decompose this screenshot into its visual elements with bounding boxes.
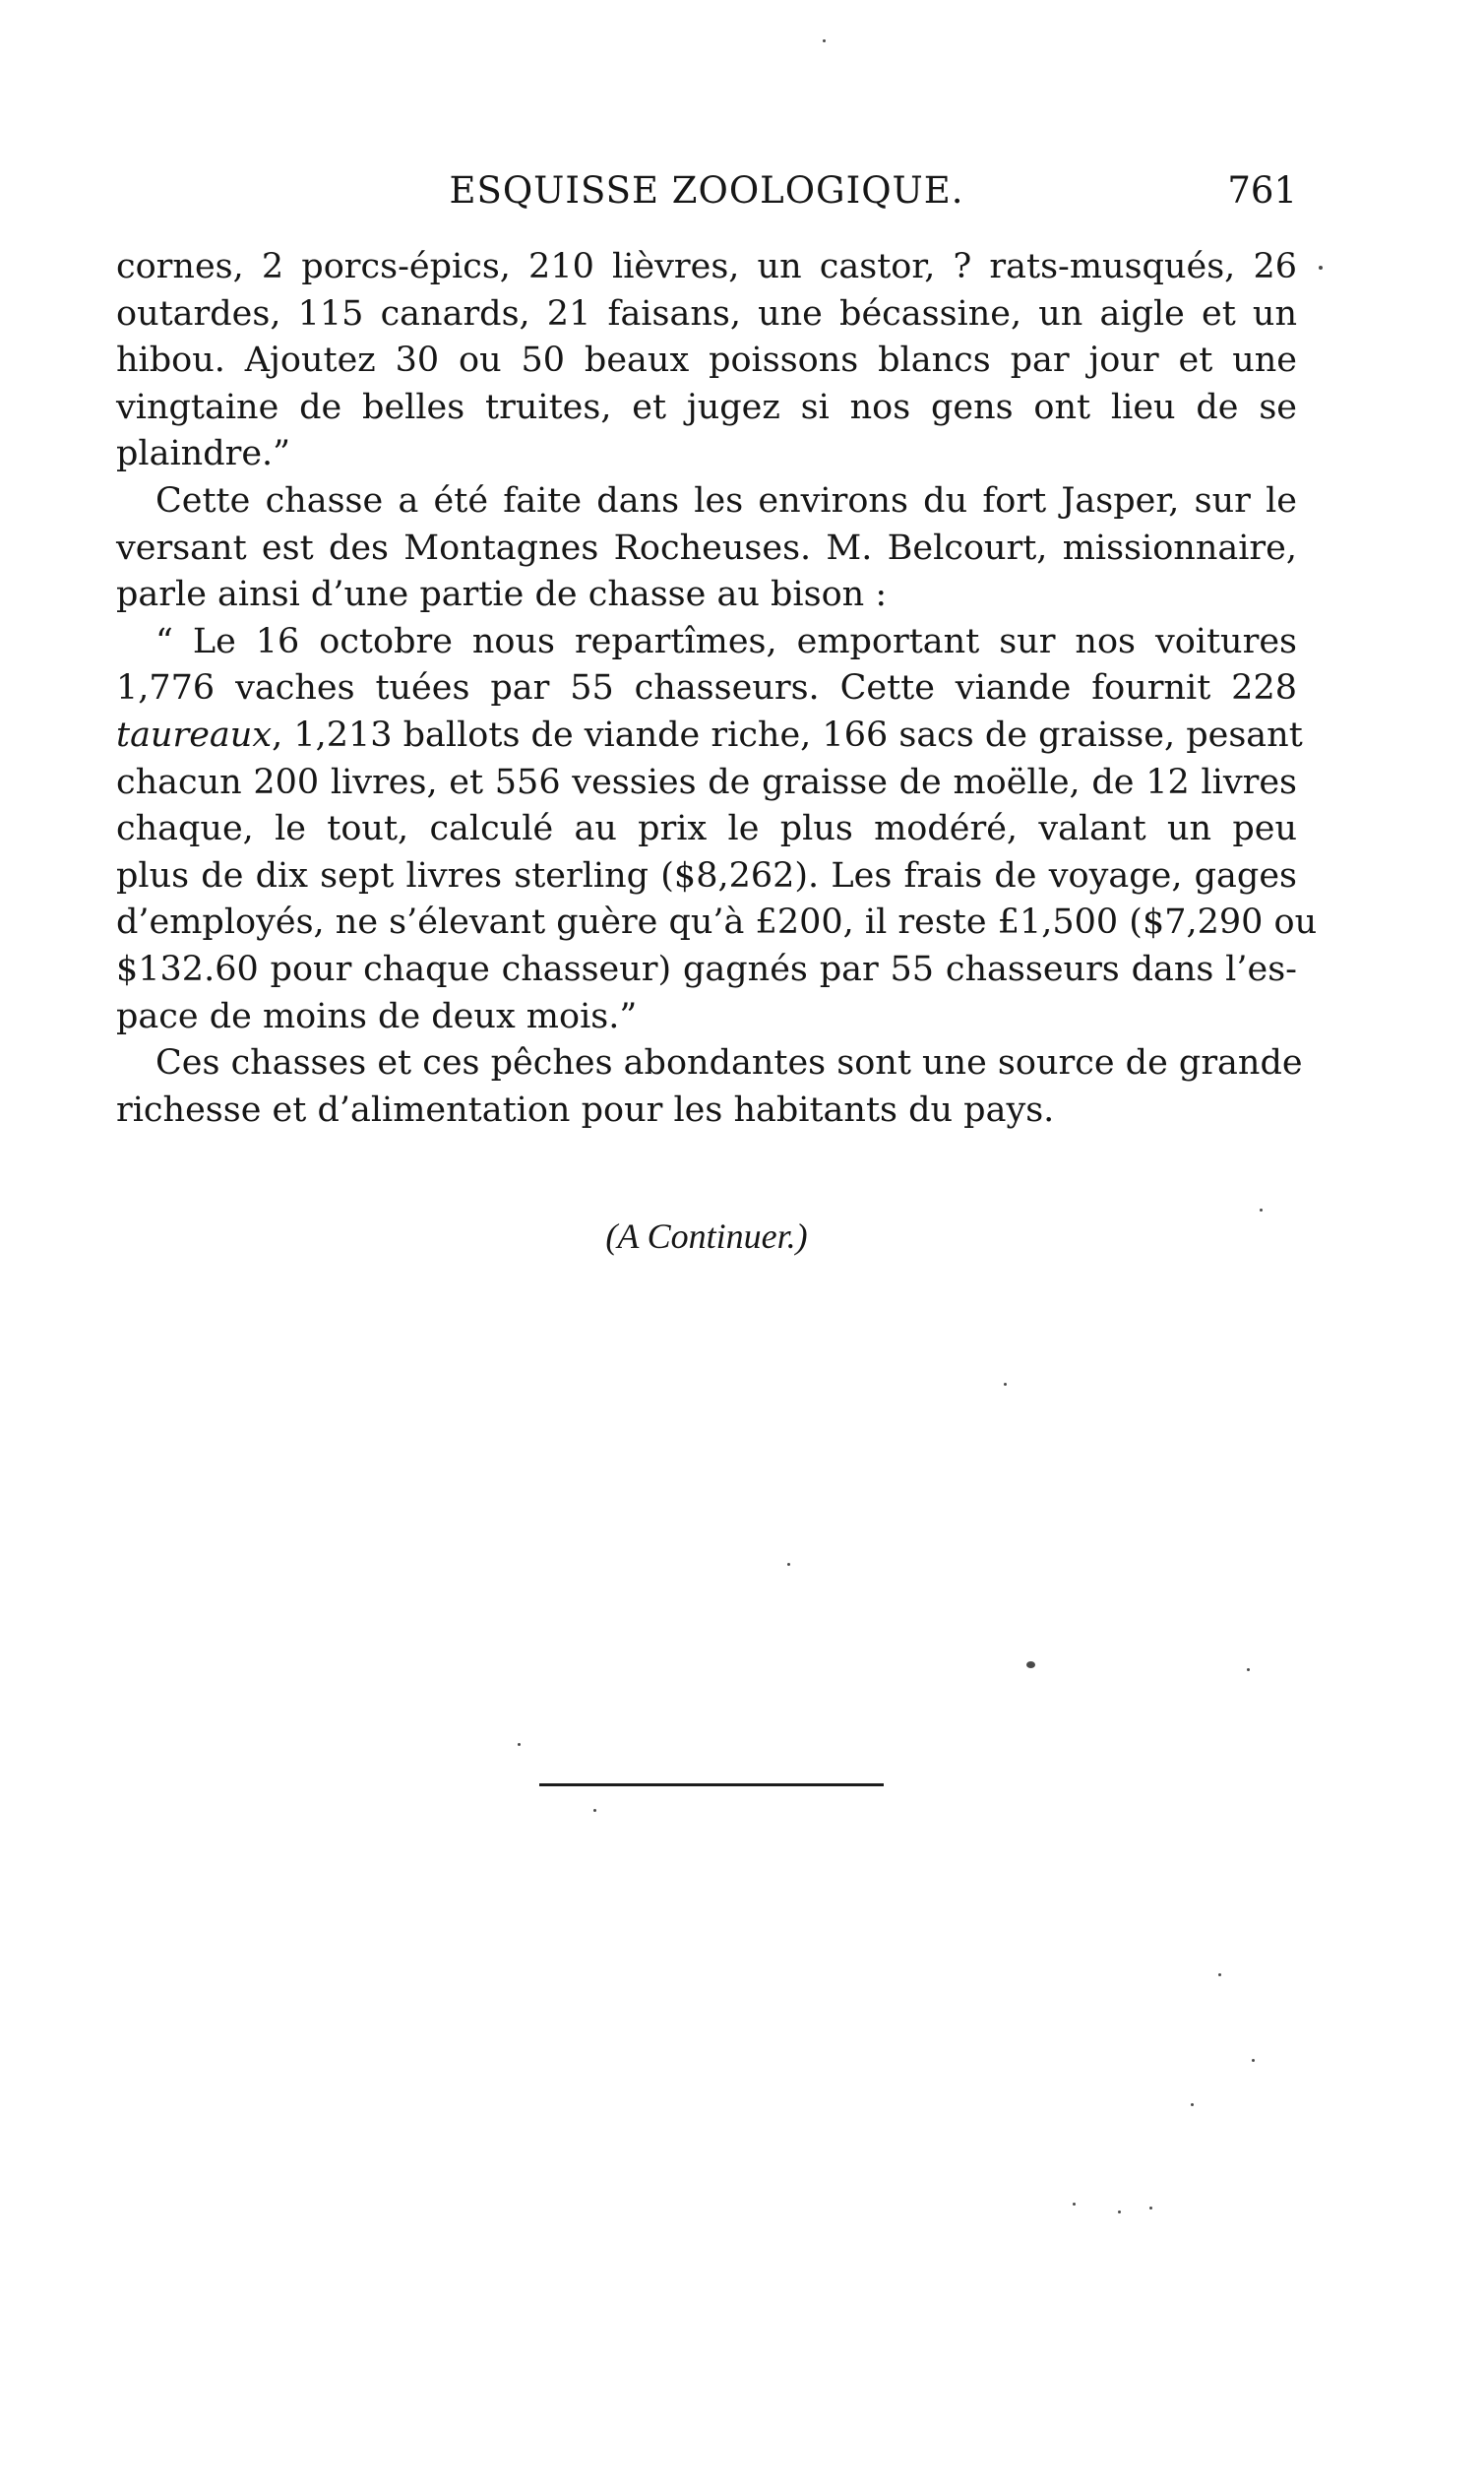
print-speck [787, 1563, 790, 1566]
text-line: “ Le 16 octobre nous repartîmes, emportant sur nos voitures [155, 621, 1297, 661]
paragraph-1 [116, 244, 1297, 478]
continuation-note: (A Continuer.) [605, 1216, 808, 1256]
print-speck [1252, 2059, 1255, 2062]
print-speck [1118, 2210, 1121, 2213]
text-line: cornes, 2 porcs-épics, 210 lièvres, un castor, ? rats-musqués, 26 [116, 247, 1297, 286]
print-speck [1026, 1661, 1035, 1668]
text-line: Ces chasses et ces pêches abondantes sont une source de grande [155, 1043, 1303, 1084]
text-line: 1,776 vaches tuées par 55 chasseurs. Cette viande fournit 228 [116, 668, 1297, 709]
text-line: plaindre.” [116, 434, 291, 474]
print-speck [1149, 2207, 1152, 2210]
running-title: ESQUISSE ZOOLOGIQUE. [449, 169, 964, 212]
print-speck [1004, 1383, 1007, 1386]
paragraph-4 [116, 1040, 1303, 1134]
print-speck [1319, 266, 1323, 270]
text-line [116, 713, 1303, 760]
text-line: pace de moins de deux mois.” [116, 996, 638, 1036]
text-line: $132.60 pour chaque chasseur) gagnés par 55 chasseurs dans l’es- [116, 949, 1297, 989]
paragraph-2 [116, 478, 1297, 619]
section-rule [539, 1783, 884, 1786]
print-speck [593, 1809, 596, 1812]
text-line: chacun 200 livres, et 556 vessies de graisse de moëlle, de 12 livres [116, 762, 1297, 802]
text-line: d’employés, ne s’élevant guère qu’à £200, il reste £1,500 ($7,290 ou [116, 903, 1318, 943]
print-speck [1073, 2203, 1076, 2206]
print-speck [823, 39, 826, 42]
body-text [116, 244, 1318, 1134]
italic-word: taureaux [116, 715, 273, 755]
running-header [116, 167, 1297, 215]
paragraph-3-quotation [116, 619, 1318, 1040]
text-line: richesse et d’alimentation pour les habitants du pays. [116, 1089, 1055, 1130]
text-line: plus de dix sept livres sterling ($8,262). Les frais de voyage, gages [116, 855, 1297, 896]
print-speck [518, 1743, 521, 1746]
text-line: versant est des Montagnes Rocheuses. M. Belcourt, missionnaire, [116, 528, 1297, 568]
text-line: outardes, 115 canards, 21 faisans, une bécassine, un aigle et un [116, 293, 1297, 334]
text-line: parle ainsi d’une partie de chasse au bison : [116, 575, 888, 615]
page-number: 761 [1227, 169, 1297, 212]
print-speck [1260, 1209, 1263, 1212]
print-speck [1218, 1973, 1221, 1976]
print-speck [1247, 1668, 1250, 1671]
text-line: hibou. Ajoutez 30 ou 50 beaux poissons blancs par jour et une [116, 341, 1297, 381]
text-fragment: , 1,213 ballots de viande riche, 166 sacs de graisse, pesant [272, 715, 1303, 755]
text-line: Cette chasse a été faite dans les environs du fort Jasper, sur le [155, 480, 1297, 521]
text-line: vingtaine de belles truites, et jugez si nos gens ont lieu de se [116, 387, 1297, 427]
print-speck [1191, 2103, 1194, 2106]
text-line: chaque, le tout, calculé au prix le plus modéré, valant un peu [116, 809, 1297, 849]
